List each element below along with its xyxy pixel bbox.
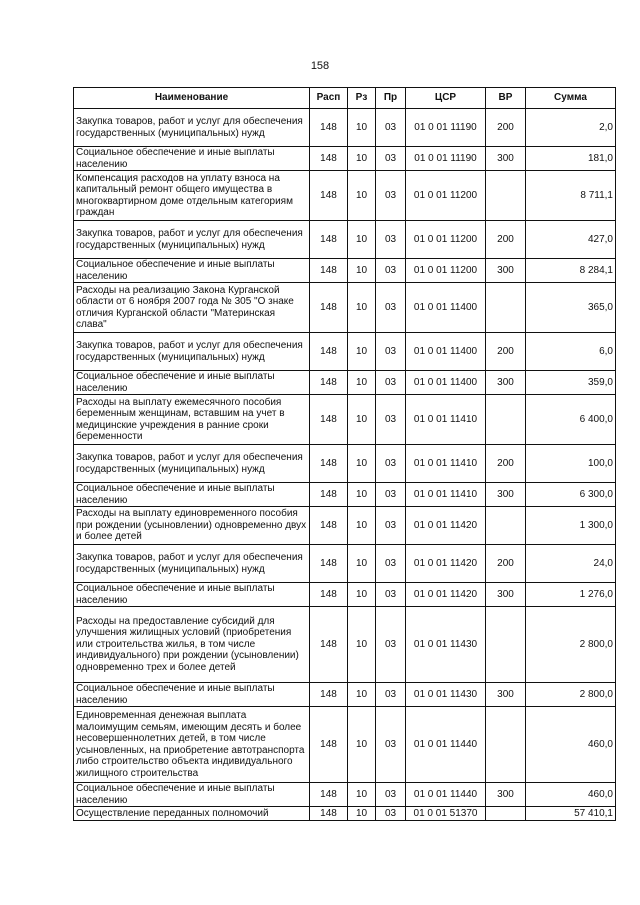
cell-name: Социальное обеспечение и иные выплаты населению xyxy=(74,583,310,607)
cell-rz: 10 xyxy=(348,147,376,171)
cell-rz: 10 xyxy=(348,283,376,333)
cell-sum: 1 300,0 xyxy=(526,507,616,545)
cell-rasp: 148 xyxy=(310,395,348,445)
table-row xyxy=(74,395,616,445)
cell-rasp: 148 xyxy=(310,171,348,221)
cell-sum: 2 800,0 xyxy=(526,683,616,707)
cell-rasp: 148 xyxy=(310,683,348,707)
cell-name: Социальное обеспечение и иные выплаты населению xyxy=(74,371,310,395)
cell-rz: 10 xyxy=(348,259,376,283)
cell-csr: 01 0 01 11430 xyxy=(406,683,486,707)
cell-csr: 01 0 01 11410 xyxy=(406,483,486,507)
cell-rz: 10 xyxy=(348,483,376,507)
table-row xyxy=(74,221,616,259)
cell-sum: 100,0 xyxy=(526,445,616,483)
cell-vr xyxy=(486,507,526,545)
cell-csr: 01 0 01 11440 xyxy=(406,707,486,783)
cell-csr: 01 0 01 11200 xyxy=(406,221,486,259)
cell-sum: 359,0 xyxy=(526,371,616,395)
cell-name: Закупка товаров, работ и услуг для обеспечения государственных (муниципальных) нужд xyxy=(74,545,310,583)
cell-rasp: 148 xyxy=(310,259,348,283)
cell-rasp: 148 xyxy=(310,545,348,583)
table-row xyxy=(74,445,616,483)
cell-rz: 10 xyxy=(348,109,376,147)
cell-sum: 427,0 xyxy=(526,221,616,259)
cell-csr: 01 0 01 11200 xyxy=(406,259,486,283)
cell-rasp: 148 xyxy=(310,483,348,507)
table-row xyxy=(74,109,616,147)
cell-rz: 10 xyxy=(348,171,376,221)
cell-pr: 03 xyxy=(376,507,406,545)
cell-csr: 01 0 01 11410 xyxy=(406,395,486,445)
cell-vr: 300 xyxy=(486,583,526,607)
cell-sum: 181,0 xyxy=(526,147,616,171)
cell-sum: 24,0 xyxy=(526,545,616,583)
cell-name: Расходы на выплату ежемесячного пособия беременным женщинам, вставшим на учет в медицинские учреждения в ранние сроки беременности xyxy=(74,395,310,445)
cell-pr: 03 xyxy=(376,607,406,683)
cell-rz: 10 xyxy=(348,545,376,583)
cell-sum: 2 800,0 xyxy=(526,607,616,683)
col-header-sum: Сумма xyxy=(526,88,616,109)
cell-rz: 10 xyxy=(348,507,376,545)
col-header-vr: ВР xyxy=(486,88,526,109)
cell-name: Единовременная денежная выплата малоимущим семьям, имеющим десять и более несовершеннолетних детей, в том числе усыновленных, на приобретение автотранспорта либо строительство объекта индивидуального жилищного строительства xyxy=(74,707,310,783)
cell-sum: 365,0 xyxy=(526,283,616,333)
cell-sum: 8 284,1 xyxy=(526,259,616,283)
col-header-rz: Рз xyxy=(348,88,376,109)
cell-rz: 10 xyxy=(348,445,376,483)
cell-rasp: 148 xyxy=(310,707,348,783)
table-row xyxy=(74,147,616,171)
cell-vr: 300 xyxy=(486,483,526,507)
cell-rz: 10 xyxy=(348,333,376,371)
table-row xyxy=(74,607,616,683)
cell-vr: 200 xyxy=(486,221,526,259)
cell-rasp: 148 xyxy=(310,147,348,171)
cell-pr: 03 xyxy=(376,109,406,147)
table-row xyxy=(74,333,616,371)
table-row xyxy=(74,807,616,821)
cell-pr: 03 xyxy=(376,783,406,807)
cell-sum: 460,0 xyxy=(526,707,616,783)
cell-vr: 200 xyxy=(486,445,526,483)
table-row xyxy=(74,783,616,807)
cell-sum: 460,0 xyxy=(526,783,616,807)
cell-rz: 10 xyxy=(348,395,376,445)
cell-name: Осуществление переданных полномочий xyxy=(74,807,310,821)
cell-pr: 03 xyxy=(376,147,406,171)
cell-name: Закупка товаров, работ и услуг для обеспечения государственных (муниципальных) нужд xyxy=(74,445,310,483)
cell-name: Социальное обеспечение и иные выплаты населению xyxy=(74,259,310,283)
cell-vr: 300 xyxy=(486,147,526,171)
cell-csr: 01 0 01 11420 xyxy=(406,507,486,545)
cell-name: Закупка товаров, работ и услуг для обеспечения государственных (муниципальных) нужд xyxy=(74,333,310,371)
cell-csr: 01 0 01 11420 xyxy=(406,545,486,583)
cell-csr: 01 0 01 11440 xyxy=(406,783,486,807)
cell-pr: 03 xyxy=(376,221,406,259)
table-row xyxy=(74,707,616,783)
cell-rz: 10 xyxy=(348,707,376,783)
cell-rasp: 148 xyxy=(310,445,348,483)
cell-pr: 03 xyxy=(376,445,406,483)
col-header-pr: Пр xyxy=(376,88,406,109)
cell-vr xyxy=(486,395,526,445)
cell-pr: 03 xyxy=(376,371,406,395)
cell-rasp: 148 xyxy=(310,607,348,683)
cell-csr: 01 0 01 11190 xyxy=(406,109,486,147)
cell-pr: 03 xyxy=(376,283,406,333)
cell-csr: 01 0 01 11200 xyxy=(406,171,486,221)
cell-sum: 6 300,0 xyxy=(526,483,616,507)
cell-name: Расходы на реализацию Закона Курганской области от 6 ноября 2007 года № 305 "О знаке отличия Курганской области "Материнская слава" xyxy=(74,283,310,333)
budget-table xyxy=(73,87,616,821)
col-header-csr: ЦСР xyxy=(406,88,486,109)
cell-rz: 10 xyxy=(348,807,376,821)
cell-sum: 6 400,0 xyxy=(526,395,616,445)
cell-vr: 200 xyxy=(486,545,526,583)
cell-pr: 03 xyxy=(376,483,406,507)
cell-rz: 10 xyxy=(348,783,376,807)
cell-rz: 10 xyxy=(348,607,376,683)
cell-rasp: 148 xyxy=(310,807,348,821)
table-row xyxy=(74,283,616,333)
cell-name: Закупка товаров, работ и услуг для обеспечения государственных (муниципальных) нужд xyxy=(74,221,310,259)
cell-sum: 2,0 xyxy=(526,109,616,147)
cell-sum: 6,0 xyxy=(526,333,616,371)
cell-csr: 01 0 01 11400 xyxy=(406,371,486,395)
table-row xyxy=(74,259,616,283)
table-row xyxy=(74,545,616,583)
table-row xyxy=(74,507,616,545)
cell-rz: 10 xyxy=(348,583,376,607)
cell-rasp: 148 xyxy=(310,583,348,607)
cell-name: Закупка товаров, работ и услуг для обеспечения государственных (муниципальных) нужд xyxy=(74,109,310,147)
col-header-rasp: Расп xyxy=(310,88,348,109)
cell-rasp: 148 xyxy=(310,507,348,545)
cell-pr: 03 xyxy=(376,583,406,607)
table-row xyxy=(74,483,616,507)
cell-rasp: 148 xyxy=(310,333,348,371)
cell-name: Расходы на предоставление субсидий для улучшения жилищных условий (приобретения или строительства жилья, в том числе индивидуального) при рождении (усыновлении) одновременно трех и более детей xyxy=(74,607,310,683)
cell-vr xyxy=(486,607,526,683)
cell-pr: 03 xyxy=(376,807,406,821)
page-number: 158 xyxy=(310,60,330,72)
cell-name: Социальное обеспечение и иные выплаты населению xyxy=(74,147,310,171)
cell-pr: 03 xyxy=(376,171,406,221)
cell-name: Компенсация расходов на уплату взноса на капитальный ремонт общего имущества в многоквартирном доме отдельным категориям граждан xyxy=(74,171,310,221)
cell-csr: 01 0 01 11420 xyxy=(406,583,486,607)
cell-rasp: 148 xyxy=(310,221,348,259)
cell-name: Социальное обеспечение и иные выплаты населению xyxy=(74,683,310,707)
table-row xyxy=(74,171,616,221)
table-body xyxy=(74,109,616,821)
table-row xyxy=(74,583,616,607)
cell-pr: 03 xyxy=(376,259,406,283)
cell-csr: 01 0 01 11400 xyxy=(406,283,486,333)
cell-csr: 01 0 01 11430 xyxy=(406,607,486,683)
table-header-row xyxy=(74,88,616,109)
cell-pr: 03 xyxy=(376,545,406,583)
cell-vr: 300 xyxy=(486,683,526,707)
cell-rasp: 148 xyxy=(310,783,348,807)
cell-rz: 10 xyxy=(348,371,376,395)
cell-pr: 03 xyxy=(376,683,406,707)
cell-rasp: 148 xyxy=(310,283,348,333)
cell-csr: 01 0 01 11410 xyxy=(406,445,486,483)
cell-rz: 10 xyxy=(348,221,376,259)
col-header-name: Наименование xyxy=(74,88,310,109)
cell-vr xyxy=(486,171,526,221)
cell-pr: 03 xyxy=(376,395,406,445)
cell-sum: 57 410,1 xyxy=(526,807,616,821)
cell-vr xyxy=(486,283,526,333)
cell-sum: 1 276,0 xyxy=(526,583,616,607)
cell-csr: 01 0 01 11400 xyxy=(406,333,486,371)
cell-vr xyxy=(486,807,526,821)
cell-csr: 01 0 01 11190 xyxy=(406,147,486,171)
cell-name: Социальное обеспечение и иные выплаты населению xyxy=(74,783,310,807)
cell-vr: 300 xyxy=(486,371,526,395)
table-row xyxy=(74,371,616,395)
cell-vr: 200 xyxy=(486,109,526,147)
cell-vr xyxy=(486,707,526,783)
cell-rasp: 148 xyxy=(310,109,348,147)
cell-pr: 03 xyxy=(376,333,406,371)
cell-rasp: 148 xyxy=(310,371,348,395)
cell-sum: 8 711,1 xyxy=(526,171,616,221)
cell-name: Расходы на выплату единовременного пособия при рождении (усыновлении) одновременно двух и более детей xyxy=(74,507,310,545)
cell-vr: 300 xyxy=(486,783,526,807)
table-row xyxy=(74,683,616,707)
cell-vr: 200 xyxy=(486,333,526,371)
cell-name: Социальное обеспечение и иные выплаты населению xyxy=(74,483,310,507)
cell-csr: 01 0 01 51370 xyxy=(406,807,486,821)
cell-pr: 03 xyxy=(376,707,406,783)
cell-vr: 300 xyxy=(486,259,526,283)
cell-rz: 10 xyxy=(348,683,376,707)
